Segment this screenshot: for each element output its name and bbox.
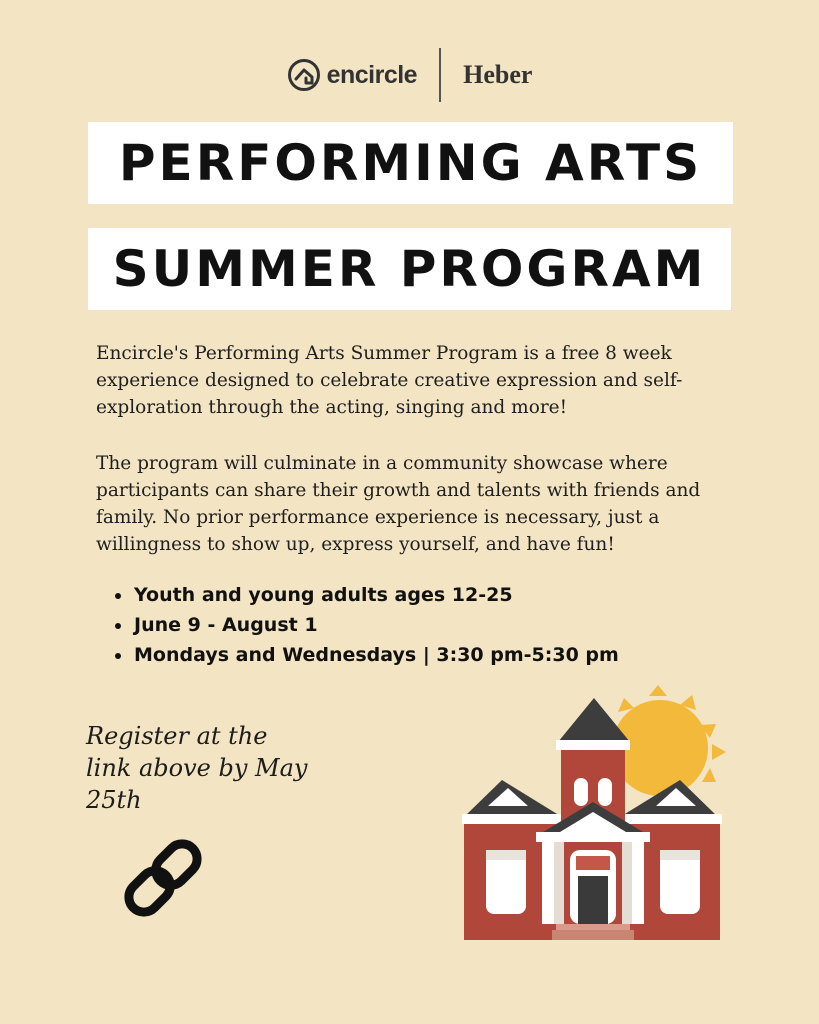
- partner-name: Heber: [463, 60, 533, 89]
- title-line-2: SUMMER PROGRAM: [88, 228, 731, 310]
- logo-row: [0, 48, 819, 102]
- bullet-dates: June 9 - August 1: [112, 610, 619, 640]
- bullet-ages: Youth and young adults ages 12-25: [112, 580, 619, 610]
- details-paragraph: The program will culminate in a community showcase where participants can share their growth and talents with friends and family. No prior performance experience is necessary, just a willingness to show up, express yourself, and have fun!: [96, 453, 701, 555]
- encircle-logo: [287, 58, 440, 92]
- bullet-schedule: Mondays and Wednesdays | 3:30 pm-5:30 pm: [112, 640, 619, 670]
- program-details-list: [112, 580, 619, 670]
- building-with-sun-illustration: [460, 680, 730, 945]
- brand-name: encircle: [326, 60, 418, 89]
- register-note: Register at the link above by May 25th: [86, 722, 308, 814]
- house-circle-icon: [287, 58, 321, 92]
- title-line-1: PERFORMING ARTS: [88, 122, 733, 204]
- chain-link-icon[interactable]: [115, 830, 211, 926]
- intro-paragraph: Encircle's Performing Arts Summer Program is a free 8 week experience designed to celebrate creative expression and self-exploration through the acting, singing and more!: [96, 343, 683, 418]
